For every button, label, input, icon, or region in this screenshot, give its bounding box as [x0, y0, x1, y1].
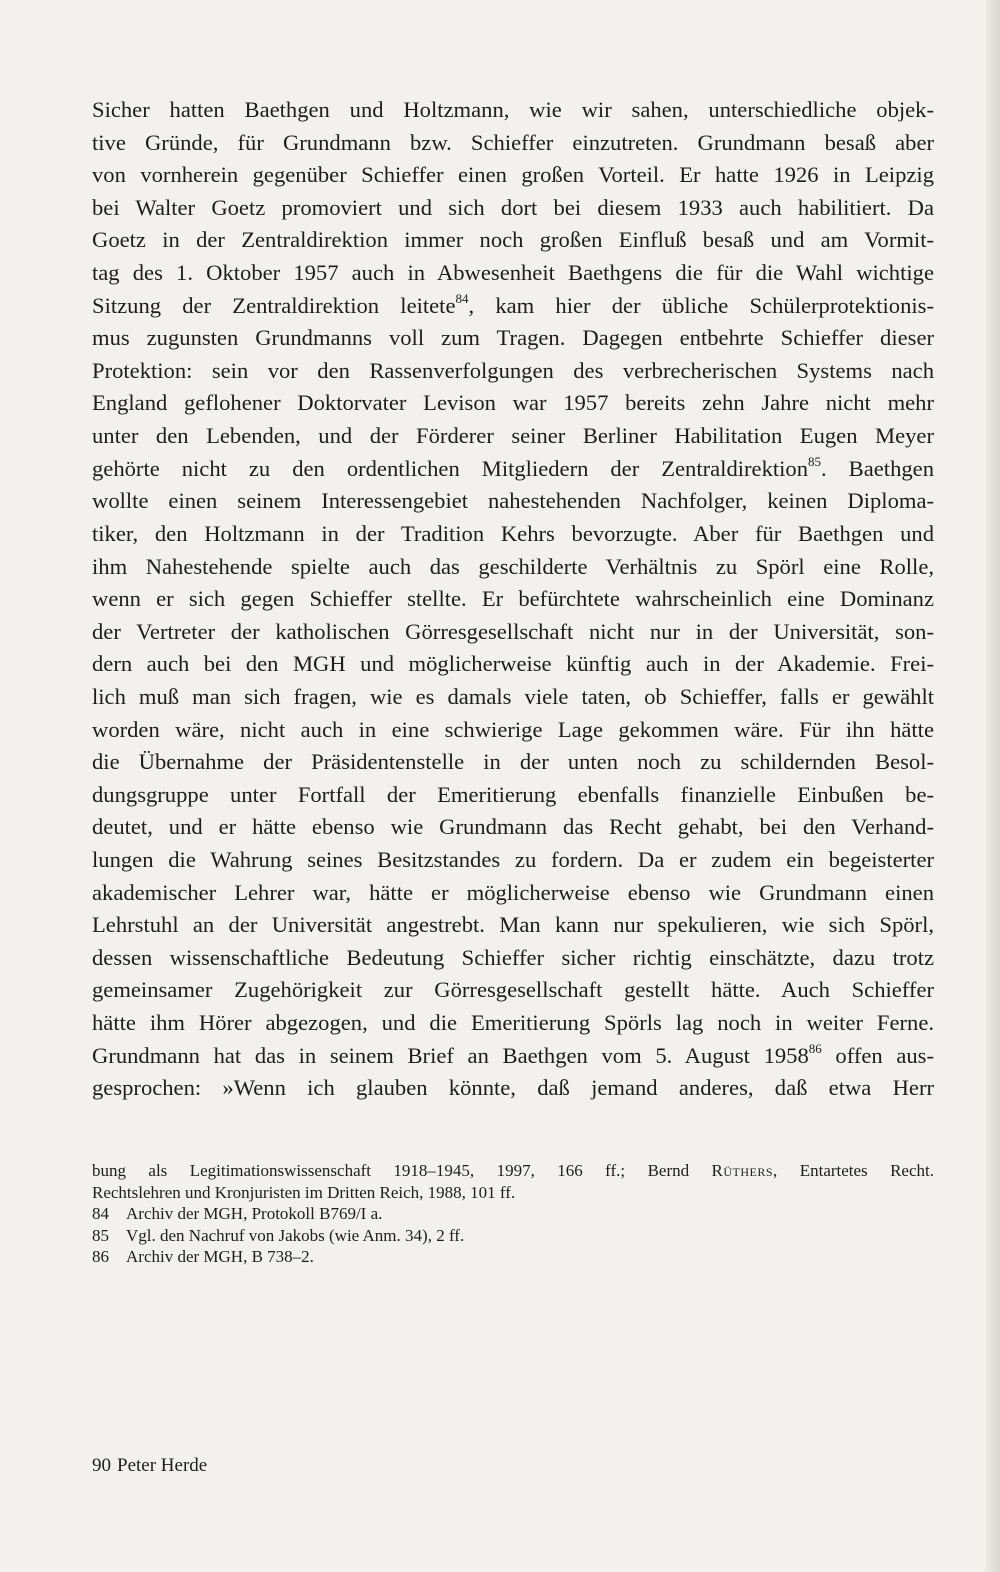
- text-line: gesprochen: »Wenn ich glauben könnte, daß jemand anderes, daß etwa Herr: [92, 1075, 934, 1101]
- page-edge-shadow: [986, 0, 1000, 1572]
- text-line: gemeinsamer Zugehörigkeit zur Görresgesellschaft gestellt hätte. Auch Schieffer: [92, 977, 934, 1003]
- footnote-text: Vgl. den Nachruf von Jakobs (wie Anm. 34), 2 ff.: [126, 1225, 465, 1245]
- text-line: [92, 1040, 934, 1073]
- text-segment: . Baethgen: [821, 455, 934, 481]
- text-line: akademischer Lehrer war, hätte er möglicherweise ebenso wie Grundmann einen: [92, 879, 934, 905]
- text-line: unter den Lebenden, und der Förderer seiner Berliner Habilitation Eugen Meyer: [92, 423, 934, 449]
- footnote-number: 86: [92, 1247, 109, 1266]
- footnote-ref-85[interactable]: 85: [808, 454, 822, 470]
- text-line: bei Walter Goetz promoviert und sich dort bei diesem 1933 auch habilitiert. Da: [92, 194, 934, 220]
- author-name: Rüthers: [711, 1161, 774, 1180]
- page-footer: [92, 1455, 207, 1477]
- text-segment: bung als Legitimationswissenschaft 1918–1945, 1997, 166 ff.; Bernd: [92, 1161, 712, 1180]
- text-line: worden wäre, nicht auch in eine schwierige Lage gekommen wäre. Für ihn hätte: [92, 716, 934, 742]
- text-line: Protektion: sein vor den Rassenverfolgungen des verbrecherischen Systems nach: [92, 357, 934, 383]
- text-line: England geflohener Doktorvater Levison war 1957 bereits zehn Jahre nicht mehr: [92, 390, 934, 416]
- footnote-text: Archiv der MGH, B 738–2.: [126, 1247, 314, 1266]
- text-line: dern auch bei den MGH und möglicherweise künftig auch in der Akademie. Frei-: [92, 651, 934, 677]
- text-line: tag des 1. Oktober 1957 auch in Abwesenheit Baethgens die für die Wahl wichtige: [92, 260, 934, 286]
- text-line: Goetz in der Zentraldirektion immer noch großen Einfluß besaß und am Vormit-: [92, 227, 934, 253]
- text-line: Lehrstuhl an der Universität angestrebt. Man kann nur spekulieren, wie sich Spörl,: [92, 912, 934, 938]
- footnote-85: [92, 1225, 934, 1247]
- text-line: lich muß man sich fragen, wie es damals viele taten, ob Schieffer, falls er gewählt: [92, 683, 934, 709]
- text-line: deutet, und er hätte ebenso wie Grundmann das Recht gehabt, bei den Verhand-: [92, 814, 934, 840]
- footnote-ref-86[interactable]: 86: [808, 1041, 822, 1057]
- text-line: dessen wissenschaftliche Bedeutung Schieffer sicher richtig einschätzte, dazu trotz: [92, 944, 934, 970]
- footnote-number: 85: [92, 1225, 109, 1245]
- footnote-continuation-line: [92, 1160, 934, 1182]
- footnote-continuation-line: Rechtslehren und Kronjuristen im Dritten Reich, 1988, 101 ff.: [92, 1182, 516, 1202]
- text-line: mus zugunsten Grundmanns voll zum Tragen. Dagegen entbehrte Schieffer dieser: [92, 325, 934, 351]
- text-line: tiker, den Holtzmann in der Tradition Kehrs bevorzugte. Aber für Baethgen und: [92, 520, 934, 546]
- page-number: 90: [92, 1455, 111, 1476]
- text-segment: offen aus-: [821, 1042, 934, 1068]
- text-line: wenn er sich gegen Schieffer stellte. Er befürchtete wahrscheinlich eine Dominanz: [92, 586, 934, 612]
- text-segment: gehörte nicht zu den ordentlichen Mitgliedern der Zentraldirektion: [92, 455, 809, 481]
- text-segment: , kam hier der übliche Schülerprotektionis-: [468, 292, 934, 318]
- text-line: der Vertreter der katholischen Görresgesellschaft nicht nur in der Universität, son-: [92, 618, 934, 644]
- text-line: die Übernahme der Präsidentenstelle in der unten noch zu schildernden Besol-: [92, 749, 934, 775]
- text-line: von vornherein gegenüber Schieffer einen großen Vorteil. Er hatte 1926 in Leipzig: [92, 162, 934, 188]
- running-author: Peter Herde: [117, 1455, 208, 1476]
- text-line: Sicher hatten Baethgen und Holtzmann, wie wir sahen, unterschiedliche objek-: [92, 97, 934, 122]
- text-line: lungen die Wahrung seines Besitzstandes zu fordern. Da er zudem ein begeisterter: [92, 847, 934, 873]
- text-segment: Grundmann hat das in seinem Brief an Baethgen vom 5. August 1958: [92, 1042, 809, 1068]
- footnote-number: 84: [92, 1204, 109, 1223]
- footnote-84: [92, 1203, 934, 1225]
- footnote-ref-84[interactable]: 84: [455, 291, 469, 307]
- text-line: dungsgruppe unter Fortfall der Emeritierung ebenfalls finanzielle Einbußen be-: [92, 781, 934, 807]
- main-text: [92, 94, 934, 1105]
- text-line: [92, 453, 934, 486]
- text-line: wollte einen seinem Interessengebiet nahestehenden Nachfolger, keinen Diploma-: [92, 488, 934, 514]
- text-line: tive Gründe, für Grundmann bzw. Schieffer einzutreten. Grundmann besaß aber: [92, 129, 934, 155]
- text-line: [92, 290, 934, 323]
- text-segment: Sitzung der Zentraldirektion leitete: [92, 292, 456, 318]
- footnotes: [92, 1160, 934, 1268]
- footnote-86: [92, 1246, 934, 1268]
- text-line: ihm Nahestehende spielte auch das geschilderte Verhältnis zu Spörl eine Rolle,: [92, 553, 934, 579]
- text-line: hätte ihm Hörer abgezogen, und die Emeritierung Spörls lag noch in weiter Ferne.: [92, 1010, 934, 1036]
- text-segment: , Entartetes Recht.: [773, 1161, 934, 1180]
- footnote-text: Archiv der MGH, Protokoll B769/I a.: [126, 1204, 383, 1223]
